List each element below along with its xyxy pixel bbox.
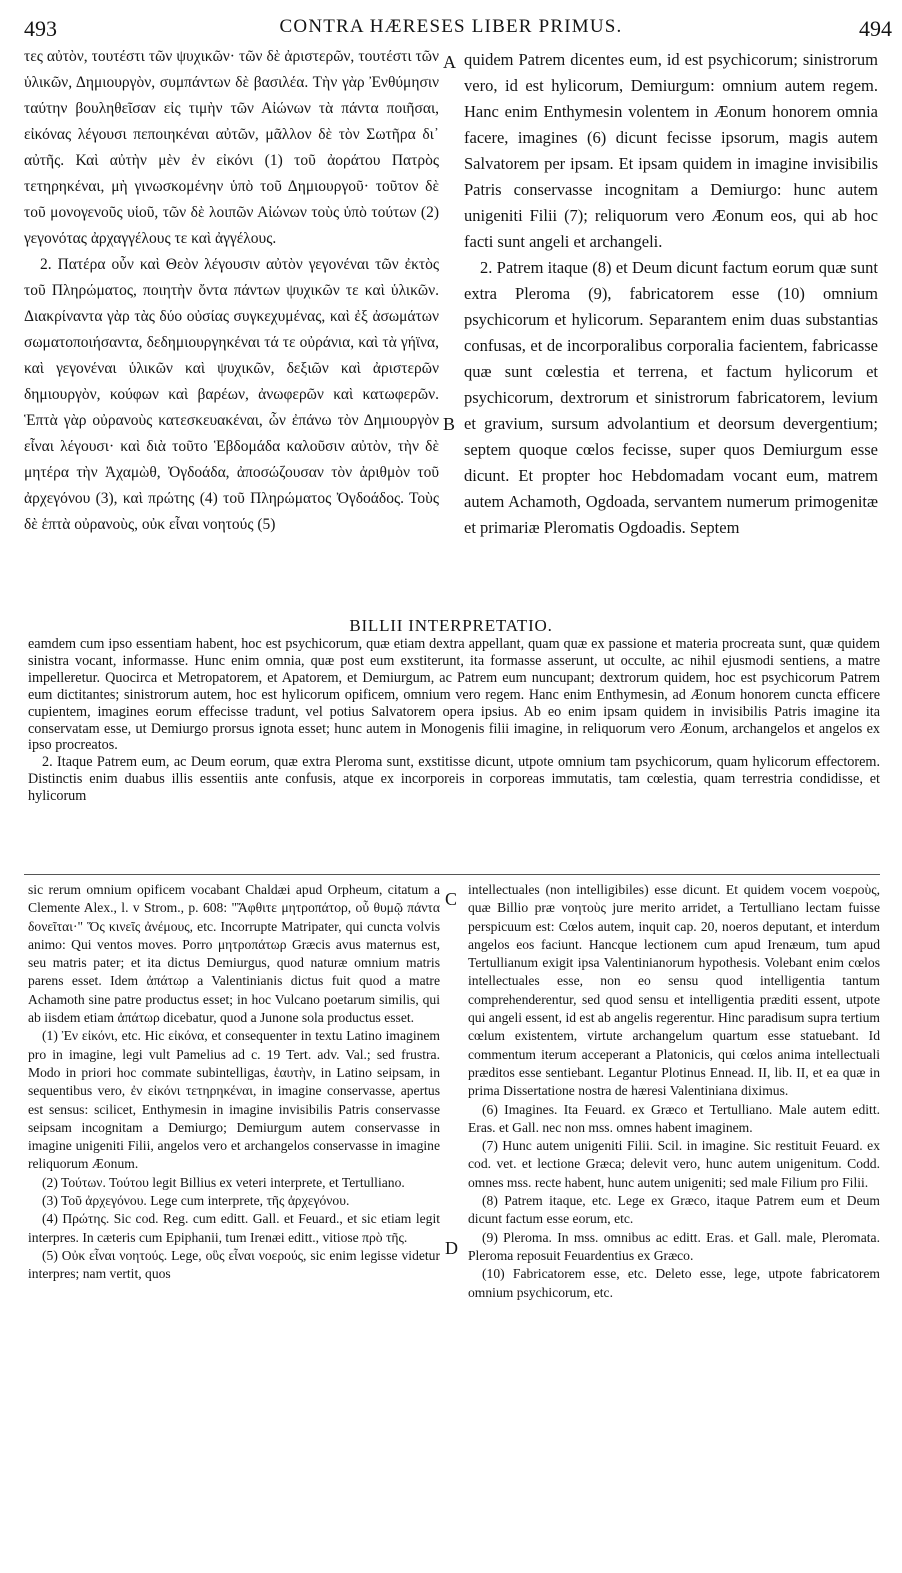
margin-letter-c: C (445, 889, 458, 909)
notes-left-column (28, 881, 440, 1284)
running-title: CONTRA HÆRESES LIBER PRIMUS. (279, 16, 623, 37)
page-number-left: 493 (24, 16, 57, 41)
greek-paragraph-1: τες αὐτὸν, τουτέστι τῶν ψυχικῶν· τῶν δὲ ἀριστερῶν, τουτέστι τῶν ὑλικῶν, Δημιουργὸν, συμπάντων δὲ βασιλέα. Τὴν γὰρ Ἐνθύμησιν ταύτην βουληθεῖσαν εἰς τιμὴν τῶν Αἰώνων τὰ πάντα ποιῆσαι, εἰκόνας λέγουσι πεποιηκέναι αὐτῶν, μᾶλλον δὲ τὸν Σωτῆρα δι᾽ αὐτῆς. Καὶ αὐτὴν μὲν ἐν εἰκόνι (1) τοῦ ἀοράτου Πατρὸς τετηρηκέναι, μὴ γινωσκομένην ὑπὸ τοῦ Δημιουργοῦ· τοῦτον δὲ τοῦ μονογενοῦς υἱοῦ, τῶν δὲ λοιπῶν Αἰώνων τοὺς ὑπὸ τούτων (2) γεγονότας ἀρχαγγέλους τε καὶ ἀγγέλους. (24, 48, 439, 247)
greek-text-column (24, 44, 439, 538)
running-header (0, 14, 902, 44)
latin-paragraph-1: quidem Patrem dicentes eum, id est psychicorum; sinistrorum vero, id est hylicorum, Demiurgum: omnium autem regem. Hanc enim Enthymesin volentem in Æonum honorem omnia facere, imagines (6) dicunt fecisse ipsorum, magis autem Salvatorem per ipsam. Et ipsam quidem in imagine invisibilis Patris conservasse incognitam a Demiurgo: hunc autem unigeniti Filii (7); reliquorum vero Æonum eos, qui ab hoc facti sunt angeli et archangeli. (464, 50, 878, 251)
note-8: (8) Patrem itaque, etc. Lege ex Græco, itaque Patrem eum et Deum dicunt factum esse eorum, etc. (468, 1193, 880, 1227)
margin-letter-d: D (445, 1238, 458, 1258)
interpretatio-heading: BILLII INTERPRETATIO. (349, 616, 553, 635)
note-7: (7) Hunc autem unigeniti Filii. Scil. in imagine. Sic restituit Feuard. ex cod. vet. et lectione Græca; delevit vero, hunc autem unigenitum. Codd. omnes mss. recte habent, hunc autem unigeniti; sed male Filium pro Filii. (468, 1138, 880, 1190)
note-2: (2) Τούτων. Τούτου legit Billius ex veteri interprete, et Tertulliano. (42, 1174, 405, 1190)
note-continuation-right: intellectuales (non intelligibiles) esse dicunt. Et quidem vocem νοεροὺς, quæ Billio præ νοητοὺς jure merito arridet, a Tertulliano lectam fuisse perspicuum est: Cœlos autem, inquit cap. 20, noeros deputant, et interdum angelos eos faciunt. Hancque lectionem cum apud Irenæum, tum apud Tertullianum exigit ipsa Valentinianorum hypothesis. Volebant enim cœlos intellectuales esse, non eo sensu quod intelligentia tantum comprehenderentur, sed quod sensu et intelligentia præditi essent, utpote qui angeli essent, id est ab angelis regerentur. Hinc paradisum supra tertium cœlum existentem, virtute archangelum quartum esse statuebant. Id commentum iterum acceperant a Platonicis, qui cœlos anima intellectuali præditos esse sentiebant. Legantur Plotinus Ennead. II, lib. II, et ea quæ in prima Dissertatione nostra de hæresi Valentiniana diximus. (468, 882, 880, 1099)
section-divider (24, 874, 880, 875)
margin-letter-b: B (443, 414, 456, 434)
margin-letter-a: A (443, 52, 456, 72)
interpretatio-block (28, 636, 880, 805)
note-10: (10) Fabricatorem esse, etc. Deleto esse, lege, utpote fabricatorem omnium psychicorum, etc. (468, 1266, 880, 1300)
note-1: (1) Ἐν εἰκόνι, etc. Hic εἰκόνα, et consequenter in textu Latino imaginem pro in imagine, legi vult Pamelius ad c. 19 Tert. adv. Val.; sed frustra. Modo in priori hoc commate subintelligas, ἑαυτὴν, in Latino seipsam, in sequentibus vero, ἐν εἰκόνι τετηρηκέναι, in imagine conservasse, apertus est sensus: scilicet, Enthymesin in imagine invisibilis Patris conservasse seipsam incognitam a Demiurgo; Demiurgum autem conservasse in imagine unigeniti Filii, angelos vero et archangelos conservasse in imagine reliquorum Æonum. (28, 1028, 440, 1172)
page-number-right: 494 (859, 16, 892, 41)
note-continuation-left: sic rerum omnium opificem vocabant Chaldæi apud Orpheum, citatum a Clemente Alex., l. v Strom., p. 608: "Ἄφθιτε μητροπάτορ, οὗ θυμῷ πάντα δονεῖται·" Ὅς κινεῖς ἀνέμους, etc. Incorrupte Matripater, qui cuncta volvis animo: Qui ventos moves. Porro μητροπάτωρ Græcis avus maternus est, seu matris pater; et ita dictus Demiurgus, quod naturæ omnium matris parens esset. Idem ἀπάτωρ a Valentinianis dictus fuit quod a matre Achamoth sine patre productus esset; in hoc Vulcano poetarum similis, qui ab iisdem etiam ἀπάτωρ dicebatur, quod a Junone sola productus esset. (28, 882, 440, 1026)
notes-right-column (468, 881, 880, 1302)
latin-text-column (464, 47, 878, 541)
note-4: (4) Πρώτης. Sic cod. Reg. cum editt. Gall. et Feuard., et sic etiam legit interpres. In cæteris cum Epiphanii, tum Irenæi editt., vitiose πρὸ τῆς. (28, 1211, 440, 1245)
note-3: (3) Τοῦ ἀρχεγόνου. Lege cum interprete, τῆς ἀρχεγόνου. (42, 1193, 350, 1209)
greek-paragraph-2: 2. Πατέρα οὖν καὶ Θεὸν λέγουσιν αὐτὸν γεγονέναι τῶν ἐκτὸς τοῦ Πληρώματος, ποιητὴν ὄντα πάντων ψυχικῶν τε καὶ ὑλικῶν. Διακρίναντα γὰρ τὰς δύο οὐσίας συγκεχυμένας, καὶ ἐξ ἀσωμάτων σωματοποιήσαντα, δεδημιουργηκέναι τά τε οὐράνια, καὶ τὰ γήϊνα, καὶ γεγονέναι ὑλικῶν καὶ ψυχικῶν, δεξιῶν καὶ ἀριστερῶν δημιουργὸν, κούφων καὶ βαρέων, ἀνωφερῶν καὶ κατωφερῶν. Ἑπτὰ γὰρ οὐρανοὺς κατεσκευακέναι, ὧν ἐπάνω τὸν Δημιουργὸν εἶναι λέγουσι· καὶ διὰ τοῦτο Ἑβδομάδα καλοῦσιν αὐτὸν, τὴν δὲ μητέρα τὴν Ἀχαμὼθ, Ὀγδοάδα, ἀποσώζουσαν τὸν ἀριθμὸν τοῦ ἀρχεγόνου (3), καὶ πρώτης (4) τοῦ Πληρώματος Ὀγδοάδος. Τοὺς δὲ ἑπτὰ οὐρανοὺς, οὐκ εἶναι νοητούς (5) (24, 256, 439, 533)
interpretatio-paragraph-2: 2. Itaque Patrem eum, ac Deum eorum, quæ extra Pleroma sunt, exstitisse dicunt, utpote omnium tam psychicorum, quam hylicorum effectorem. Distinctis enim duabus illis essentiis ante confusis, atque ex incorporeis in corporeas immutatis, tam cœlestia, quam terrestria condidisse, et hylicorum (28, 754, 880, 805)
interpretatio-paragraph-1: eamdem cum ipso essentiam habent, hoc est psychicorum, quæ etiam dextra appellant, quam quæ ex passione et materia procreata sunt, quæ quidem sinistra vocant, informasse. Hunc enim omnia, quæ post eum exstiterunt, ita formasse asserunt, ut occulte, ac nihil ejusmodi sentiens, a matre impelleretur. Quocirca et Metropatorem, et Apatorem, et Demiurgum, ac Patrem eum nuncupant; dextrorum quidem, hoc est psychicorum Patrem eum dictitantes; sinistrorum autem, hoc est hylicorum opificem, omnium vero regem. Hanc enim Enthymesin, ad Æonum honorem cuncta efficere cupientem, imagines eorum effecisse tradunt, vel potius Salvatorem opera ipsius. Ab eo enim ipsam quidem in invisibilis Patris imagine ita conservatam esse, ut Demiurgo prorsus ignota esset; hunc autem in Monogenis filii imagine, in reliquorum vero Æonum, archangelos et angelos ex ipso procreatos. (28, 636, 880, 754)
latin-paragraph-2: 2. Patrem itaque (8) et Deum dicunt factum eorum quæ sunt extra Pleroma (9), fabricatorem esse (10) omnium psychicorum et hylicorum. Separantem enim duas substantias confusas, et de incorporalibus corporalia facientem, fabricasse quæ sunt cœlestia et terrena, et factum hylicorum et psychicorum, dextrorum et sinistrorum fabricatorem, levium et gravium, sursum advolantium et deorsum devergentium; septem quoque cœlos fecisse, super quos Demiurgum esse dicunt. Et propter hoc Hebdomadam vocant eum, matrem autem Achamoth, Ogdoada, servantem numerum primogenitæ et primariæ Pleromatis Ogdoadis. Septem (464, 258, 878, 537)
note-9: (9) Pleroma. In mss. omnibus ac editt. Eras. et Gall. male, Pleromata. Pleroma reposuit Feuardentius ex Græco. (468, 1229, 880, 1263)
note-6: (6) Imagines. Ita Feuard. ex Græco et Tertulliano. Male autem editt. Eras. et Gall. nec non mss. omnes habent imaginem. (468, 1101, 880, 1135)
note-5: (5) Οὐκ εἶναι νοητούς. Lege, οὓς εἶναι νοερούς, sic enim legisse videtur interpres; nam vertit, quos (28, 1247, 440, 1282)
